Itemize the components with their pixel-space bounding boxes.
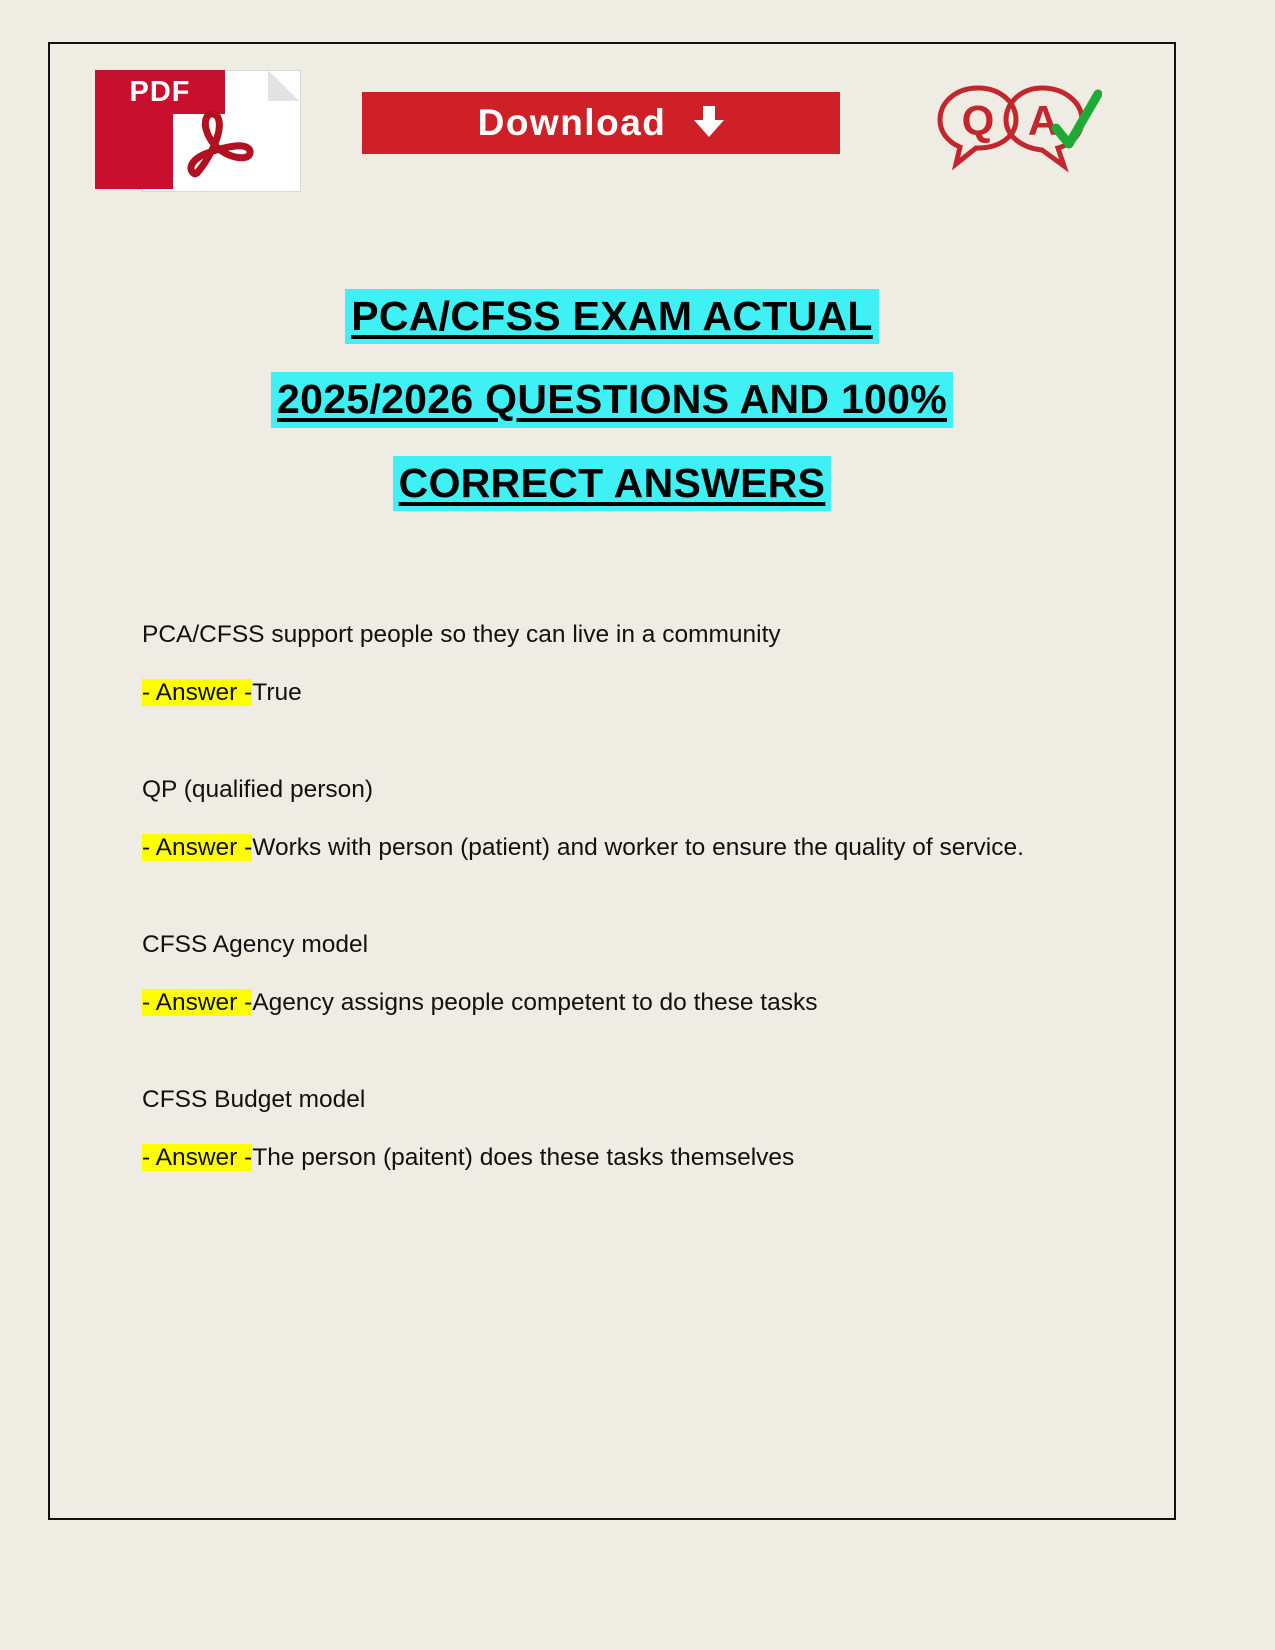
answer-marker: - Answer - xyxy=(142,833,253,861)
qa-item xyxy=(142,617,1082,710)
document-header xyxy=(50,44,1174,194)
title-line-3: CORRECT ANSWERS xyxy=(393,456,832,511)
download-arrow-icon xyxy=(694,106,724,140)
answer-value: Works with person (patient) and worker to ensure the quality of service. xyxy=(252,833,1024,861)
question-text: PCA/CFSS support people so they can live in a community xyxy=(142,621,781,649)
answer-text xyxy=(142,1140,1082,1176)
pdf-page-fold xyxy=(268,70,299,101)
answer-text xyxy=(142,985,1082,1021)
download-button-label: Download xyxy=(477,102,667,143)
pdf-label-text: PDF xyxy=(129,76,191,108)
acrobat-glyph-icon xyxy=(175,96,265,186)
pdf-file-icon xyxy=(95,56,300,191)
answer-text xyxy=(142,830,1082,866)
answer-value: The person (paitent) does these tasks themselves xyxy=(252,1143,795,1171)
qa-item xyxy=(142,772,1082,865)
qa-logo xyxy=(932,82,1102,174)
answer-value: Agency assigns people competent to do these tasks xyxy=(252,988,818,1016)
answer-value: True xyxy=(252,678,302,706)
answer-marker: - Answer - xyxy=(142,988,253,1016)
answer-marker: - Answer - xyxy=(142,678,253,706)
qa-item xyxy=(142,927,1082,1020)
svg-text:Q: Q xyxy=(961,97,995,144)
download-button[interactable] xyxy=(362,92,840,154)
page-title xyxy=(50,289,1174,539)
title-line-2: 2025/2026 QUESTIONS AND 100% xyxy=(271,372,953,427)
question-text: CFSS Budget model xyxy=(142,1086,366,1114)
pdf-red-block xyxy=(95,114,173,189)
document-page xyxy=(48,42,1176,1520)
qa-item xyxy=(142,1082,1082,1175)
answer-text xyxy=(142,675,1082,711)
svg-text:A: A xyxy=(1027,97,1059,144)
qa-content xyxy=(50,617,1174,1175)
question-text: QP (qualified person) xyxy=(142,776,374,804)
title-line-1: PCA/CFSS EXAM ACTUAL xyxy=(345,289,879,344)
question-text: CFSS Agency model xyxy=(142,931,369,959)
answer-marker: - Answer - xyxy=(142,1143,253,1171)
